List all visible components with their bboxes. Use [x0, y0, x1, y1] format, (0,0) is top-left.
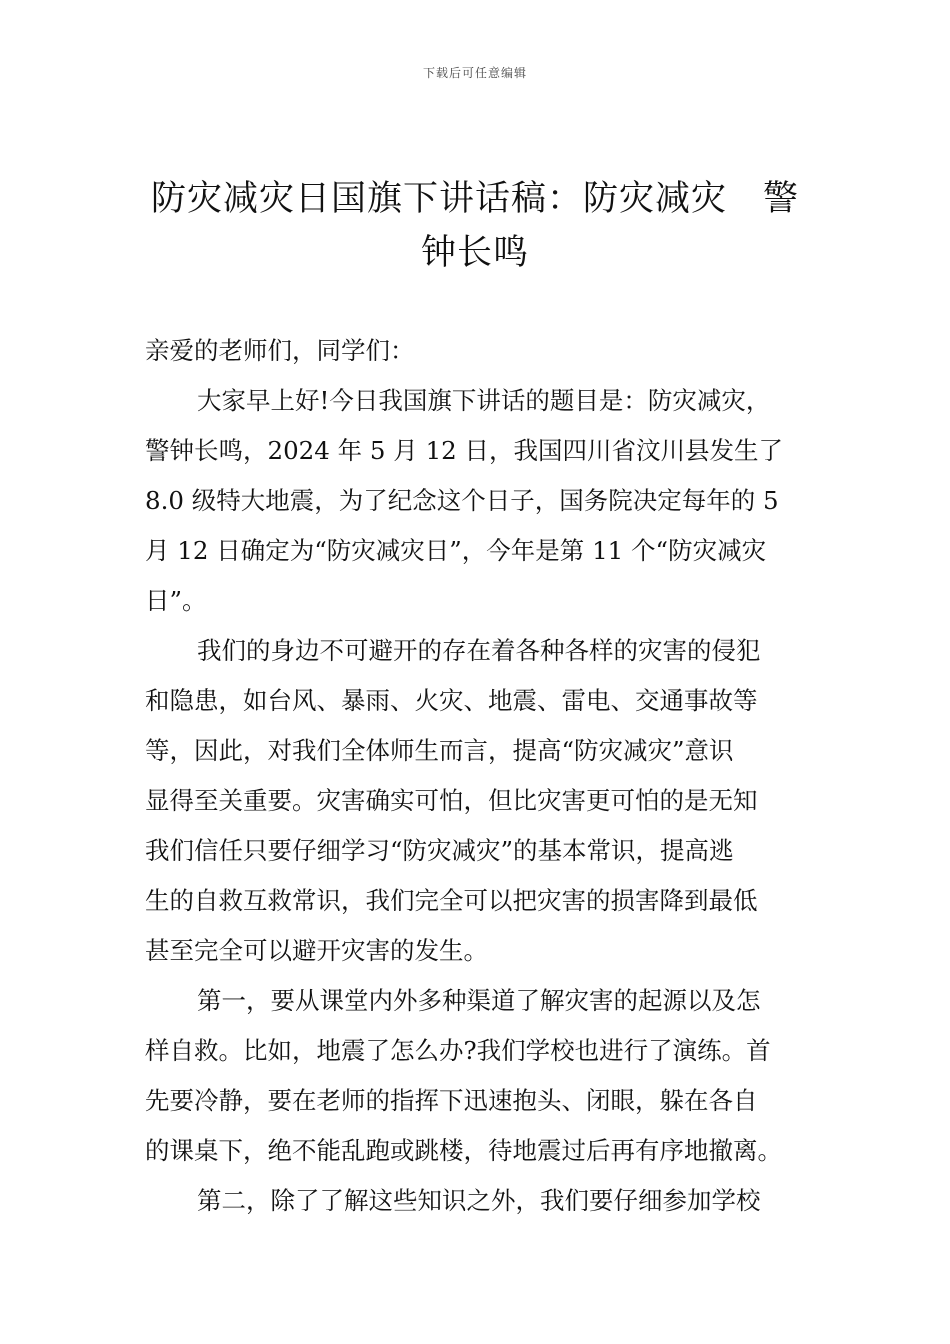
paragraph-line: 和隐患，如台风、暴雨、火灾、地震、雷电、交通事故等 — [145, 686, 758, 715]
document-body — [145, 326, 805, 1226]
title-line: 钟长鸣 — [420, 233, 529, 273]
paragraph-line: 8.0 级特大地震，为了纪念这个日子，国务院决定每年的 5 — [145, 486, 779, 515]
paragraph-line: 等，因此，对我们全体师生而言，提高“防灾减灾”意识 — [145, 736, 734, 765]
salutation-line: 亲爱的老师们，同学们： — [145, 336, 415, 365]
header-note: 下载后可任意编辑 — [422, 66, 527, 80]
paragraph-line: 日”。 — [145, 586, 207, 615]
paragraph-line: 大家早上好!今日我国旗下讲话的题目是：防灾减灾， — [197, 386, 771, 415]
paragraph-line: 警钟长鸣，2024 年 5 月 12 日，我国四川省汶川县发生了 — [145, 436, 784, 465]
paragraph-line: 月 12 日确定为“防灾减灾日”，今年是第 11 个“防灾减灾 — [145, 536, 767, 565]
paragraph-line: 生的自救互救常识，我们完全可以把灾害的损害降到最低 — [145, 886, 758, 915]
paragraph-line: 的课桌下，绝不能乱跑或跳楼，待地震过后再有序地撤离。 — [145, 1136, 782, 1165]
paragraph-line: 我们的身边不可避开的存在着各种各样的灾害的侵犯 — [197, 636, 761, 665]
paragraph-line: 显得至关重要。灾害确实可怕，但比灾害更可怕的是无知 — [145, 786, 758, 815]
paragraph-line: 先要冷静，要在老师的指挥下迅速抱头、闭眼，躲在各自 — [145, 1086, 758, 1115]
document-title — [145, 172, 805, 280]
paragraph-line: 我们信任只要仔细学习“防灾减灾”的基本常识，提高逃 — [145, 836, 734, 865]
paragraph-line: 第二，除了了解这些知识之外，我们要仔细参加学校 — [197, 1186, 761, 1215]
paragraph-line: 样自救。比如，地震了怎么办?我们学校也进行了演练。首 — [145, 1036, 771, 1065]
paragraph-line: 甚至完全可以避开灾害的发生。 — [145, 936, 488, 965]
title-line: 防灾减灾日国旗下讲话稿：防灾减灾 警 — [150, 179, 799, 219]
paragraph-line: 第一，要从课堂内外多种渠道了解灾害的起源以及怎 — [197, 986, 761, 1015]
